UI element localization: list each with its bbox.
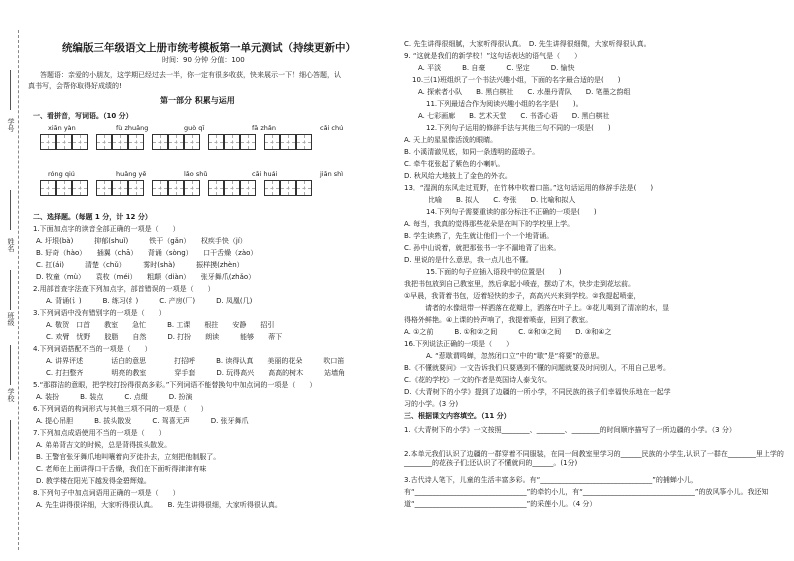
writing-box-pair[interactable] (208, 180, 256, 196)
writing-box-pair[interactable] (96, 134, 144, 150)
question-1: 1.下面加点字的读音全部正确的一项是（ ） (33, 225, 180, 233)
question-16: 16.下列说法正确的一项是（ ） (404, 340, 514, 348)
binding-line (10, 420, 11, 460)
question-9: 9. “这就是我们的新学校！”这句话表达的语气是（ ） (404, 52, 582, 60)
writing-cell[interactable] (152, 180, 168, 196)
q14-option-c[interactable]: C. 孙中山说着，就把那张书一字不漏地背了出来。 (404, 244, 561, 252)
part-heading: 第一部分 积累与运用 (160, 96, 235, 105)
pinyin-label: fā zhǎn (252, 124, 276, 132)
writing-box-pair[interactable] (264, 134, 312, 150)
question-5: 5.“那群洁的意眼，把学校打扮得很高多彩。”下列词语不能替换句中加点词的一项是（ ） (33, 381, 317, 389)
q16-option-d-cont: 习的小学。(3 分) (404, 400, 459, 408)
writing-cell[interactable] (96, 180, 112, 196)
fill-blank-3[interactable]: 3.古代诗人笔下，儿童的生活丰富多彩。有“________________________________”的捕蝉小儿，有“________________________________”的牵钓小儿，有“________________________________”的放风筝小儿。我还知道“________________________________”的采莲小儿。（4 分） (404, 476, 769, 508)
writing-box-pair[interactable] (96, 180, 144, 196)
q1-option-d[interactable]: D. 牧童（mù） 袁枚（méi） 粗颠（diàn） 张牙舞爪(zhǎo） (36, 273, 256, 281)
writing-box-pair[interactable] (208, 134, 256, 150)
writing-cell[interactable] (128, 180, 144, 196)
q7-option-b[interactable]: B. 王警官张牙舞爪地叫嚷着向歹徒扑去，立刻把他制服了。 (36, 453, 221, 461)
q12-option-d[interactable]: D. 秋风给大地披上了金色的外衣。 (404, 172, 512, 180)
writing-cell[interactable] (208, 134, 224, 150)
writing-cell[interactable] (56, 134, 72, 150)
writing-cell[interactable] (280, 134, 296, 150)
q8-option-ab[interactable]: A. 先生讲得很详细，大家听得很认真。 B. 先生讲得很细，大家听得很认真。 (36, 501, 282, 509)
question-2: 2.用部首查字法查下列加点字，部首错误的一项是（ ） (33, 285, 215, 293)
writing-cell[interactable] (240, 134, 256, 150)
fill-blank-2[interactable]: 2.本单元我们认识了边疆的一群穿着不同服装，在同一间教室里学习的______民族的小学生,认识了一群在________里上学的________的花孩子们;还认识了不懂就问的______。(1分) (404, 450, 784, 467)
q5-options[interactable]: A. 装扮 B. 装点 C. 点缀 D. 扮演 (36, 393, 193, 401)
binding-line (10, 270, 11, 310)
q16-option-d[interactable]: D.《大青树下的小学》提到了边疆的一所小学，不同民族的孩子们幸福快乐地在一起学 (404, 388, 671, 396)
q14-option-a[interactable]: A. 每当，我真的觉得那些花朵是在叫下的学校里上学。 (404, 220, 575, 228)
q15-passage: 得格外鲜艳。④上课的铃声响了，我提着喷壶，回到了教室。 (404, 316, 593, 324)
question-13: 13．“湿润的东风走过荒野，在竹林中吹着口笛。”这句话运用的修辞手法是( ) (404, 184, 654, 192)
q7-option-d[interactable]: D. 教学楼在阳光下越发得金碧辉煌。 (36, 477, 151, 485)
question-7: 7.下列加点成语使用不当的一项是（ ） (33, 429, 166, 437)
section-2-title: 二、选择题。（每题 1 分，计 12 分） (33, 213, 152, 221)
question-11: 11.下列最适合作为阅读兴趣小组的名字是( )。 (426, 100, 583, 108)
writing-cell[interactable] (224, 180, 240, 196)
q12-option-a[interactable]: A. 天上的星星像活泼的眼睛。 (404, 136, 498, 144)
q11-options[interactable]: A. 七彩画廊 B. 艺术天堂 C. 书香心语 D. 黑白棋社 (418, 112, 610, 120)
writing-grid-row-1 (40, 134, 320, 150)
binding-margin (0, 0, 28, 561)
q1-option-a[interactable]: A. 圩垠(bà) 抑郁(shuǐ) 铁干（gǎn） 权疾手快（jí） (36, 237, 247, 245)
question-12: 12.下列句子运用的修辞手法与其他三句不同的一项是( ) (426, 124, 611, 132)
writing-cell[interactable] (184, 180, 200, 196)
writing-cell[interactable] (40, 134, 56, 150)
writing-cell[interactable] (264, 134, 280, 150)
writing-box-pair[interactable] (40, 180, 88, 196)
binding-label-student-id: 学号 (7, 118, 15, 132)
q2-options[interactable]: A. 背诵(讠) B. 练习(纟) C. 产房(厂) D. 凤凰(几) (46, 297, 253, 305)
writing-box-pair[interactable] (152, 180, 200, 196)
question-10: 10.三(1)班组织了一个书法兴趣小组，下面的名字最合适的是( ) (412, 76, 621, 84)
writing-cell[interactable] (264, 180, 280, 196)
q16-option-a[interactable]: A. “惹歇谓鸣蝉，忽然闭口立”中的“歇”是“将要”的意思。 (426, 352, 604, 360)
q12-option-b[interactable]: B. 小溪清澈见底，如同一条透明的蓝缎子。 (404, 148, 540, 156)
pinyin-label: lǎo shǔ (184, 170, 208, 178)
intro-text: 答题语：亲爱的小朋友，这学期已经过去一半，你一定有很多收获，快来展示一下！细心答题，认 (40, 71, 341, 79)
q12-option-c[interactable]: C. 牵牛花张起了紫色的小喇叭。 (404, 160, 505, 168)
q7-option-c[interactable]: C. 老师在上面讲得口干舌燥，我们在下面听得津津有味 (36, 465, 207, 473)
intro-text-2: 真书写，会帮你取得好成绩的! (28, 82, 122, 90)
writing-cell[interactable] (296, 134, 312, 150)
binding-label-class: 班级 (7, 312, 15, 326)
writing-cell[interactable] (296, 180, 312, 196)
q14-option-b[interactable]: B. 学生读熟了，先生就让他们一个一个地背诵。 (404, 232, 554, 240)
exam-meta: 时间：90 分钟 分值：100 (162, 56, 245, 64)
q1-option-b[interactable]: B. 好奇（hào） 插翼（chā） 背诵（sòng） 口干舌燥（zào） (36, 249, 258, 257)
writing-cell[interactable] (184, 134, 200, 150)
q15-passage: ①早晨，我背着书包，迈着轻快的步子，高高兴兴来到学校。②我提起喷壶， (404, 292, 641, 300)
q16-option-c[interactable]: C.《花的学校》一文的作者是英国诗人泰戈尔。 (404, 376, 552, 384)
q8-option-cd[interactable]: C. 先生讲得很细腻，大家听得很认真。 D. 先生讲得很细微，大家听得很认真。 (404, 40, 651, 48)
writing-grid-row-2 (40, 180, 320, 196)
q15-passage: 我把书包放到自己教室里，然后拿起小喷壶，摆动了木，快步走到花坛前。 (404, 280, 635, 288)
q3-option-ab[interactable]: A. 敬贺 口首 教室 急忙 B. 工课 根拄 安静 招引 (46, 321, 275, 329)
writing-cell[interactable] (40, 180, 56, 196)
pinyin-label: fù zhuāng (116, 124, 149, 132)
pinyin-label: xiān yàn (48, 124, 76, 132)
writing-box-pair[interactable] (264, 180, 312, 196)
pinyin-label: róng qiú (48, 170, 75, 178)
section-1-title: 一、看拼音，写词语。（10 分） (33, 112, 133, 120)
q1-option-c[interactable]: C. 扛(ái) 清楚（chǔ） 雾时(shà) 振样摸(zhèn） (36, 261, 244, 269)
question-3: 3.下列词语中没有错别字的一项是（ ） (33, 309, 166, 317)
writing-cell[interactable] (72, 134, 88, 150)
question-15: 15.下面的句子应插入语段中的位置是( ) (426, 268, 562, 276)
writing-cell[interactable] (208, 180, 224, 196)
pinyin-label: huǎng yē (116, 170, 147, 178)
writing-box-pair[interactable] (152, 134, 200, 150)
cut-line (18, 30, 19, 550)
writing-cell[interactable] (72, 180, 88, 196)
question-4: 4.下列词语搭配不当的一项是（ ） (33, 345, 152, 353)
writing-cell[interactable] (56, 180, 72, 196)
question-8: 8.下列句子中加点词语用正确的一项是（ ） (33, 489, 180, 497)
writing-cell[interactable] (240, 180, 256, 196)
pinyin-label: cǎi chú (320, 124, 344, 132)
writing-cell[interactable] (152, 134, 168, 150)
writing-cell[interactable] (96, 134, 112, 150)
question-14: 14.下列句子需要重读的部分标注不正确的一项是( ) (426, 208, 597, 216)
writing-cell[interactable] (168, 180, 184, 196)
pinyin-label: cāi huái (252, 170, 278, 178)
binding-label-school: 学校 (7, 388, 15, 402)
q14-option-d[interactable]: D. 里说的是什么意思，我一点儿也不懂。 (404, 256, 533, 264)
q15-passage: 请者的水像纽带一样洒落在花瓣上，洒落在叶子上。③花儿喝到了清凉的水，显 (404, 304, 670, 312)
binding-label-name: 姓名 (7, 238, 15, 252)
fill-blank-1[interactable]: 1.《大青树下的小学》一文按照________、________、________的时间顺序描写了一所边疆的小学。（3 分） (404, 426, 736, 434)
binding-line (10, 70, 11, 110)
pinyin-label: jiān shì (320, 170, 344, 178)
q4-option-ab[interactable]: A. 讲界评述 话白的意思 打招呼 B. 读得认真 美丽的花朵 吹口笛 (46, 357, 345, 365)
writing-box-pair[interactable] (40, 134, 88, 150)
binding-line (10, 190, 11, 230)
q10-options[interactable]: A. 探索者小队 B. 黑白棋社 C. 水墨丹青队 D. 笔墨之韵组 (418, 88, 631, 96)
section-3-title: 三、根据课文内容填空。（11 分） (404, 412, 511, 420)
question-6: 6.下列词语的构词形式与其他三项不同的一项是（ ） (33, 405, 208, 413)
q4-option-cd[interactable]: C. 打扫整齐 明亮的教室 穿手套 D. 玩得高兴 高高的树木 站墙角 (46, 369, 346, 377)
q15-options[interactable]: A. ①之前 B. ①和②之间 C. ②和③之间 D. ③和④之 (404, 328, 612, 336)
writing-cell[interactable] (128, 134, 144, 150)
binding-line (10, 345, 11, 385)
q16-option-b[interactable]: B.《不懂就要问》一文告诉我们只要遇到不懂的问题就要及时问别人，不用自己思考。 (404, 364, 671, 372)
q6-options[interactable]: A. 提心吊胆 B. 拔头散发 C. 驾喜无声 D. 张牙舞爪 (36, 417, 249, 425)
writing-cell[interactable] (168, 134, 184, 150)
writing-cell[interactable] (112, 180, 128, 196)
writing-cell[interactable] (112, 134, 128, 150)
page-title: 统编版三年级语文上册市统考模板第一单元测试（持续更新中） (62, 42, 356, 54)
q13-options[interactable]: 比喻 B. 拟人 C. 夸张 D. 比喻和拟人 (428, 196, 576, 204)
q7-option-a[interactable]: A. 弟弟背吉文的时候，总是背得拔头散发。 (36, 441, 172, 449)
writing-cell[interactable] (280, 180, 296, 196)
q3-option-cd[interactable]: C. 欢臂 忧野 胶脂 自然 D. 打扮 朗读 能够 蒂下 (46, 333, 283, 341)
writing-cell[interactable] (224, 134, 240, 150)
pinyin-label: guò qī (184, 124, 205, 132)
q9-options[interactable]: A. 平淡 B. 自豪 C. 坚定 D. 愉快 (418, 64, 575, 72)
